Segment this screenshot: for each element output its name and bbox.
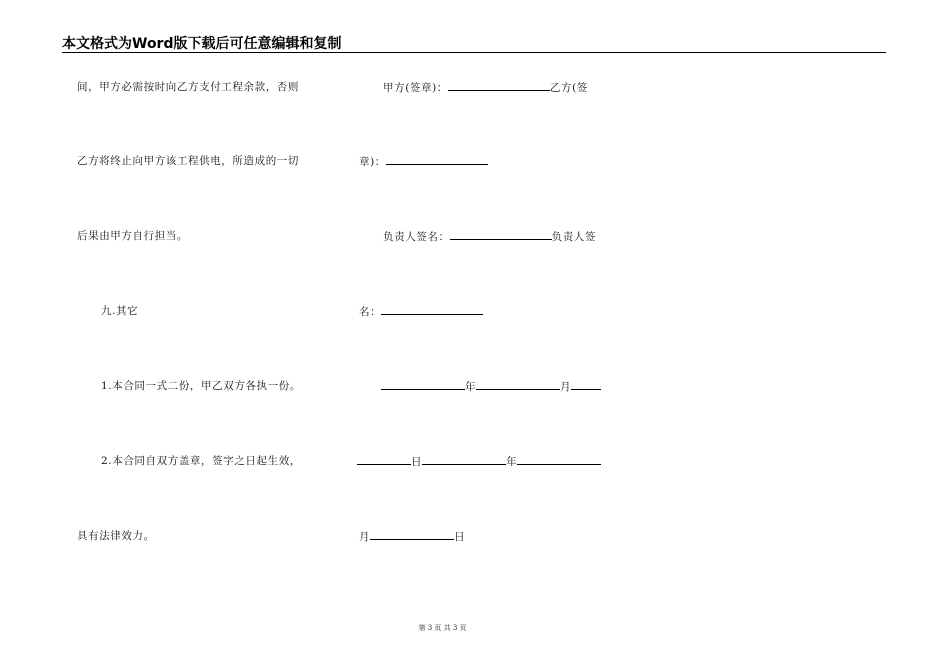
page-number-footer: 第 3 页 共 3 页 — [418, 624, 467, 632]
party-b-sign-label: 乙方(签 — [549, 82, 588, 94]
date-row-3 — [359, 529, 465, 544]
month-blank-1[interactable] — [476, 379, 560, 390]
signature-row-party-b — [359, 154, 488, 169]
document-header-title: 本文格式为Word版下载后可任意编辑和复制 — [62, 36, 342, 52]
person-b-sign-blank[interactable] — [381, 304, 483, 315]
month-label-1: 月 — [560, 381, 572, 393]
day-label-1: 日 — [411, 456, 423, 468]
section-heading-other: 九.其它 — [101, 305, 139, 317]
clause-2: 2.本合同自双方盖章，签字之日起生效， — [101, 455, 301, 467]
year-blank-2[interactable] — [422, 454, 506, 465]
party-a-sign-label: 甲方(签章)： — [383, 82, 448, 94]
day-blank-1-end[interactable] — [357, 454, 411, 465]
left-paragraph-line-2: 乙方将终止向甲方该工程供电，所造成的一切 — [77, 155, 299, 167]
left-paragraph-line-1: 间，甲方必需按时向乙方支付工程余款，否则 — [77, 81, 299, 93]
date-row-2 — [357, 454, 601, 469]
signature-row-person-b — [359, 304, 483, 319]
person-a-sign-label: 负责人签名： — [383, 231, 450, 243]
header-divider — [62, 52, 886, 53]
person-b-sign-label: 负责人签 — [551, 231, 597, 243]
day-label-2: 日 — [454, 531, 466, 543]
day-blank-2[interactable] — [370, 529, 454, 540]
person-b-sign-label-end: 名： — [359, 306, 382, 318]
signature-row-party-a — [383, 80, 588, 95]
party-b-sign-label-end: 章)： — [359, 156, 386, 168]
date-row-1 — [381, 379, 601, 394]
party-a-sign-blank[interactable] — [448, 80, 550, 91]
month-label-2: 月 — [359, 531, 371, 543]
signature-row-person-a — [383, 229, 596, 244]
clause-2-continued: 具有法律效力。 — [77, 530, 155, 542]
clause-1: 1.本合同一式二份，甲乙双方各执一份。 — [101, 380, 301, 392]
day-blank-1[interactable] — [571, 379, 601, 390]
year-label-2: 年 — [506, 456, 518, 468]
year-blank-1[interactable] — [381, 379, 465, 390]
left-paragraph-line-3: 后果由甲方自行担当。 — [77, 230, 188, 242]
party-b-sign-blank[interactable] — [386, 154, 488, 165]
person-a-sign-blank[interactable] — [450, 229, 552, 240]
year-label-1: 年 — [465, 381, 477, 393]
month-blank-2[interactable] — [517, 454, 601, 465]
